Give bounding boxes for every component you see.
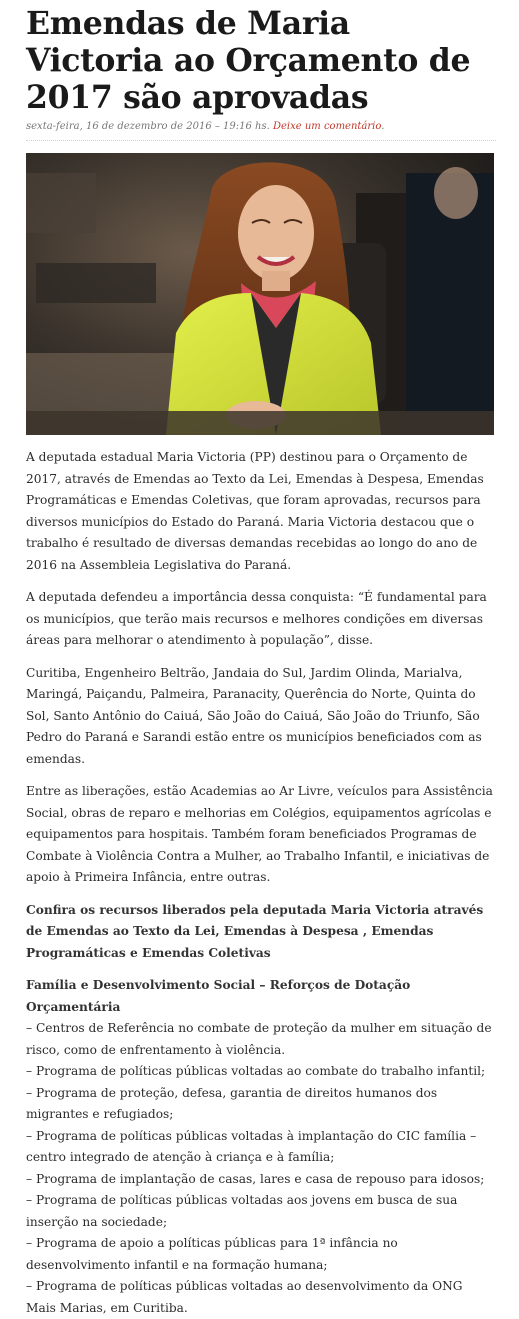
section-title: Família e Desenvolvimento Social – Reforços de Dotação Orçamentária [26, 978, 411, 1014]
post-date: sexta-feira, 16 de dezembro de 2016 – 19:16 hs. [26, 121, 270, 132]
article-title: Emendas de Maria Victoria ao Orçamento de 2017 são aprovadas [26, 5, 471, 116]
list-item: – Programa de políticas públicas voltadas à implantação do CIC família – centro integrado de atenção à criança e à família; [26, 1128, 477, 1164]
resources-section [26, 975, 496, 1319]
meta-period: . [381, 121, 385, 132]
article-body [26, 447, 496, 1319]
list-item: – Centros de Referência no combate de proteção da mulher em situação de risco, como de enfrentamento à violência. [26, 1021, 492, 1057]
post-meta [26, 119, 496, 134]
paragraph: Entre as liberações, estão Academias ao Ar Livre, veículos para Assistência Social, obras de reparo e melhorias em Colégios, equipamentos agrícolas e equipamentos para hospitais. Também foram beneficiados Programas de Combate à Violência Contra a Mulher, ao Trabalho Infantil, e iniciativas de apoio à Primeira Infância, entre outras. [26, 784, 493, 884]
list-item: – Programa de implantação de casas, lares e casa de repouso para idosos; [26, 1171, 485, 1186]
paragraph: Curitiba, Engenheiro Beltrão, Jandaia do Sul, Jardim Olinda, Marialva, Maringá, Paiçandu, Palmeira, Paranacity, Querência do Norte, Quinta do Sol, Santo Antônio do Caiuá, São João do Caiuá, São João do Triunfo, São Pedro do Paraná e Sarandi estão entre os municípios beneficiados com as emendas. [26, 665, 482, 766]
comment-link[interactable]: Deixe um comentário [272, 121, 382, 132]
divider [26, 140, 496, 141]
paragraph: A deputada defendeu a importância dessa conquista: “É fundamental para os municípios, que terão mais recursos e melhores condições em diversas áreas para melhorar o atendimento à população”, disse. [26, 590, 487, 647]
article [26, 0, 496, 1319]
paragraph: A deputada estadual Maria Victoria (PP) destinou para o Orçamento de 2017, através de Emendas ao Texto da Lei, Emendas à Despesa, Emendas Programáticas e Emendas Coletivas, que foram aprovadas, recursos para diversos municípios do Estado do Paraná. Maria Victoria destacou que o trabalho é resultado de diversas demandas recebidas ao longo do ano de 2016 na Assembleia Legislativa do Paraná. [26, 450, 484, 572]
article-photo [26, 153, 494, 435]
resources-heading: Confira os recursos liberados pela deputada Maria Victoria através de Emendas ao Texto da Lei, Emendas à Despesa , Emendas Programáticas e Emendas Coletivas [26, 902, 484, 960]
list-item: – Programa de políticas públicas voltadas ao combate do trabalho infantil; [26, 1064, 486, 1078]
list-item: – Programa de políticas públicas voltadas aos jovens em busca de sua inserção na sociedade; [26, 1193, 458, 1229]
list-item: – Programa de políticas públicas voltadas ao desenvolvimento da ONG Mais Marias, em Curitiba. [26, 1279, 463, 1315]
resources-list [26, 1018, 496, 1319]
list-item: – Programa de proteção, defesa, garantia de direitos humanos dos migrantes e refugiados; [26, 1085, 438, 1121]
list-item: – Programa de apoio a políticas públicas para 1ª infância no desenvolvimento infantil e na formação humana; [26, 1236, 398, 1272]
